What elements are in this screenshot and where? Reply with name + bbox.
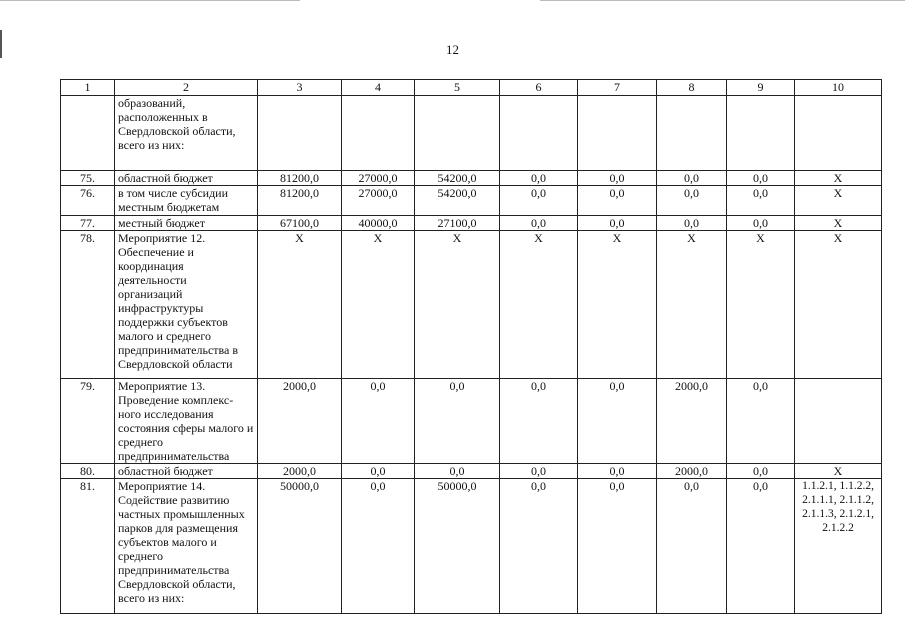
value-cell: 0,0 [500,464,578,479]
value-cell: 0,0 [500,186,578,216]
value-cell: X [415,231,500,379]
value-cell: 0,0 [727,186,795,216]
row-name: областной бюджет [115,464,258,479]
value-cell: 0,0 [578,379,657,464]
value-cell: 0,0 [415,464,500,479]
value-cell: 0,0 [415,379,500,464]
table-row [61,96,882,171]
row-index: 80. [61,464,115,479]
row-index: 81. [61,479,115,614]
value-cell: 0,0 [578,171,657,186]
goals-cell: X [795,171,882,186]
value-cell [415,96,500,171]
value-cell: 2000,0 [657,464,727,479]
value-cell: 0,0 [657,186,727,216]
value-cell [258,96,342,171]
row-index: 76. [61,186,115,216]
table-row [61,464,882,479]
value-cell [342,96,415,171]
value-cell: 27000,0 [342,186,415,216]
column-header: 7 [578,80,657,96]
table-row [61,231,882,379]
value-cell: X [258,231,342,379]
value-cell: X [727,231,795,379]
value-cell: X [500,231,578,379]
goals-cell: X [795,464,882,479]
budget-table [60,79,882,614]
row-name: в том числе субсидии местным бюджетам [115,186,258,216]
goals-cell [795,96,882,171]
row-index: 75. [61,171,115,186]
value-cell: 0,0 [342,479,415,614]
value-cell: 27000,0 [342,171,415,186]
value-cell: 2000,0 [258,379,342,464]
row-name: Мероприятие 14. Содействие развитию частных промышленных парков для размещения субъектов малого и среднего предпринимательства Свердловской области, всего из них: [115,479,258,614]
header-row [61,80,882,96]
value-cell: 0,0 [727,216,795,231]
table-row [61,379,882,464]
column-header: 6 [500,80,578,96]
value-cell: 2000,0 [258,464,342,479]
scan-edge-line [540,0,905,1]
value-cell: 0,0 [578,479,657,614]
value-cell [727,96,795,171]
value-cell: 81200,0 [258,186,342,216]
column-header: 9 [727,80,795,96]
goals-cell: X [795,186,882,216]
column-header: 5 [415,80,500,96]
value-cell: 0,0 [727,379,795,464]
value-cell: 0,0 [342,379,415,464]
scan-edge-line [0,0,300,1]
goals-cell: X [795,231,882,379]
row-index [61,96,115,171]
row-name: Мероприятие 12. Обеспечение и координация деятельности организаций инфраструктуры поддержки субъектов малого и среднего предпринимательства в Свердловской области [115,231,258,379]
page-number: 12 [446,42,459,57]
row-name: местный бюджет [115,216,258,231]
column-header: 8 [657,80,727,96]
row-index: 77. [61,216,115,231]
value-cell [578,96,657,171]
value-cell: 0,0 [342,464,415,479]
value-cell [500,96,578,171]
column-header: 4 [342,80,415,96]
value-cell: 40000,0 [342,216,415,231]
value-cell [657,96,727,171]
value-cell: 0,0 [500,216,578,231]
value-cell: 0,0 [500,379,578,464]
column-header: 3 [258,80,342,96]
value-cell: X [657,231,727,379]
value-cell: 50000,0 [258,479,342,614]
value-cell: 0,0 [578,464,657,479]
column-header: 10 [795,80,882,96]
value-cell: 50000,0 [415,479,500,614]
value-cell: 54200,0 [415,186,500,216]
value-cell: 0,0 [578,216,657,231]
row-name: областной бюджет [115,171,258,186]
value-cell: 0,0 [727,464,795,479]
row-index: 79. [61,379,115,464]
table-row [61,171,882,186]
value-cell: 0,0 [578,186,657,216]
value-cell: 27100,0 [415,216,500,231]
value-cell: 0,0 [500,171,578,186]
value-cell: 0,0 [657,216,727,231]
row-index: 78. [61,231,115,379]
table-row [61,216,882,231]
goals-cell: 1.1.2.1, 1.1.2.2, 2.1.1.1, 2.1.1.2, 2.1.1.3, 2.1.2.1, 2.1.2.2 [795,479,882,614]
value-cell: X [578,231,657,379]
goals-cell: X [795,216,882,231]
row-name: образований, расположенных в Свердловской области, всего из них: [115,96,258,171]
value-cell: 0,0 [500,479,578,614]
value-cell: 0,0 [727,479,795,614]
value-cell: 81200,0 [258,171,342,186]
value-cell: 54200,0 [415,171,500,186]
table-row [61,186,882,216]
value-cell: 67100,0 [258,216,342,231]
value-cell: 0,0 [657,171,727,186]
goals-cell [795,379,882,464]
value-cell: 2000,0 [657,379,727,464]
table-row [61,479,882,614]
column-header: 2 [115,80,258,96]
row-name: Мероприятие 13. Проведение комплекс-ного исследования состояния сферы малого и среднего предпринимательства [115,379,258,464]
value-cell: 0,0 [657,479,727,614]
column-header: 1 [61,80,115,96]
value-cell: X [342,231,415,379]
value-cell: 0,0 [727,171,795,186]
